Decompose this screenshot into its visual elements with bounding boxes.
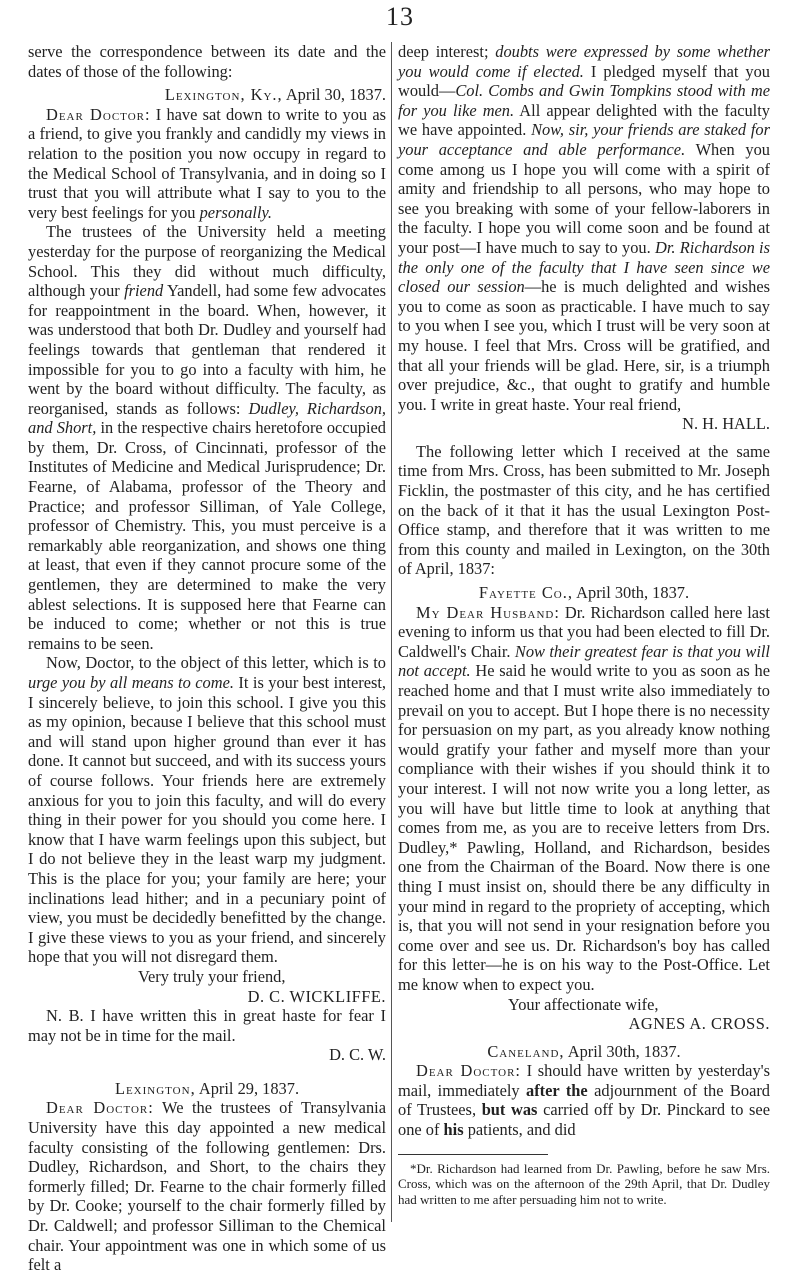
left-column bbox=[28, 42, 386, 1275]
letter3-paragraph bbox=[398, 603, 770, 995]
letter2-continuation bbox=[398, 42, 770, 414]
letter1-p3-emphasis: urge you by all means to come. bbox=[28, 673, 234, 692]
letter4-text-d: carried off by Dr. Pinckard to see one of bbox=[398, 1100, 770, 1140]
cont-emphasis-3: Now, sir, your friends are staked for your acceptance and able performance. bbox=[398, 120, 770, 159]
letter2-body: We the trustees of Transylvania University have this day appointed a new medical faculty consisting of the following gentlemen: Drs. Dudley, Richardson, and Short, to the chairs they formerly filled; Dr. Fearne to the chair formerly filled by Dr. Cooke; yourself to the chair formerly filled by Dr. Caldwell; and professor Silliman to the Chemical chair. Your appointment was one in which some of us felt a bbox=[28, 1098, 386, 1275]
page-number: 13 bbox=[386, 2, 414, 31]
letter3-salutation: My Dear Husband: bbox=[416, 602, 560, 622]
letter3-text-b: He said he would write to you as soon as he reached home and that I must write also immediately to prevail on you to accept. But I hope there is no necessity for persuasion on my part, as you already know nothing would gratify your father and myself more than your compliance with their wishes if you should think it to your interest. I will not now write you a long letter, as you will have but little time to look at anything that comes from me, as you are to receive letters from Drs. Dudley,* Pawling, Holland, and Richardson, besides one from the Chairman of the Board. Now there is one thing I must insist on, should there be any difficulty in your mind in regard to the propriety of accepting, which is, that you will not send in your resignation before you come over and see us. Dr. Richardson's boy has called for this letter—he is on his way to the Post-Office. Let me know when to expect you. bbox=[398, 661, 770, 994]
cont-emphasis-1: doubts were expressed by some whether you would come if elected. bbox=[398, 42, 770, 81]
letter3-date: April 30th, 1837. bbox=[576, 583, 690, 603]
letter1-paragraph-1 bbox=[28, 105, 386, 223]
letter1-dateline bbox=[28, 85, 386, 105]
letter2-salutation: Dear Doctor: bbox=[46, 1098, 154, 1118]
right-column bbox=[398, 42, 770, 1207]
letter2-signature: N. H. HALL. bbox=[682, 414, 770, 434]
letter1-p3-text-b: It is your best interest, I sincerely believe, to join this school. I give you this as my opinion, because I believe that this school must and will stand upon higher ground than ever it has done. It cannot but succeed, and with its success yours of course follows. Your friends here are extremely anxious for you to join this faculty, and will do every thing in their power for you should you come here. I know that I have warm feelings upon this subject, but I do not believe they in the least warp my judgment. This is the place for you; your family are here; your inclinations lead hither; and in a pecuniary point of view, you must be decidedly benefitted by the change. I give these views to you as your friend, and sincerely hope that you will not disregard them. bbox=[28, 673, 386, 967]
footnote: *Dr. Richardson had learned from Dr. Pawling, before he saw Mrs. Cross, which was on the afternoon of the 29th April, that Dr. Dudley had written to me after persuading him not to write. bbox=[398, 1160, 770, 1207]
letter3-emphasis: Now their greatest fear is that you will not accept. bbox=[398, 641, 770, 681]
letter1-postscript-signature: D. C. W. bbox=[329, 1045, 386, 1065]
letter4-bold-1: after the bbox=[526, 1080, 588, 1100]
letter1-closing: Very truly your friend, bbox=[138, 966, 286, 986]
letter3-signature: AGNES A. CROSS. bbox=[628, 1014, 770, 1034]
cont-text-a: deep interest; bbox=[398, 42, 489, 61]
letter4-text-a: I should have written by yesterday's mail, immediately bbox=[398, 1061, 770, 1100]
letter3-closing: Your affectionate wife, bbox=[508, 994, 659, 1014]
letter1-p2-text-a: The trustees of the University held a meeting yesterday for the purpose of reorganizing the Medical School. This they did without much difficulty, although your bbox=[28, 222, 386, 301]
letter4-place: Caneland, bbox=[487, 1041, 565, 1061]
letter1-p2-text-b: Yandell, had some few advocates for reappointment in the board. When, however, it was understood that both Dr. Dudley and yourself had feelings towards that gentleman that rendered it impossible for you to go into a faculty with him, he went by the board without difficulty. The faculty, as reorganised, stands as follows: bbox=[28, 281, 386, 418]
letter1-paragraph-2 bbox=[28, 222, 386, 653]
letter2-dateline bbox=[28, 1079, 386, 1099]
letter1-p2-emphasis-2: Dudley, Richardson, and Short, bbox=[28, 398, 386, 438]
cont-emphasis-4: Dr. Richardson is the only one of the faculty that I have seen since we closed our session bbox=[398, 237, 770, 297]
letter2-place: Lexington, bbox=[114, 1078, 196, 1098]
letter1-place: Lexington, Ky., bbox=[164, 85, 283, 105]
letter1-salutation: Dear Doctor: bbox=[46, 104, 151, 124]
letter3-dateline bbox=[398, 583, 770, 603]
letter4-text-c: adjournment of the Board of Trustees, bbox=[398, 1080, 770, 1120]
letter1-signature: D. C. WICKLIFFE. bbox=[247, 986, 386, 1006]
cont-text-e: —he is much delighted and wishes you to come as soon as practicable. I have much to say to you when I see you, which I trust will be very soon at my house. I feel that Mrs. Cross will be gratified, and that all your friends will be glad. Here, sir, is a triumph over prejudice, &c., that ought to gratify and humble you. I write in great haste. Your real friend, bbox=[398, 277, 770, 414]
letter1-postscript: N. B. I have written this in great haste for fear I may not be in time for the mail. bbox=[28, 1006, 386, 1045]
letter4-dateline bbox=[398, 1042, 770, 1062]
letter1-date: April 30, 1837. bbox=[285, 85, 386, 105]
narrative-paragraph: The following letter which I received at the same time from Mrs. Cross, has been submitted to Mr. Joseph Ficklin, the postmaster of this city, and he has certified on the back of it that it has the usual Lexington Post-Office stamp, and therefore that it was written to me from this county and mailed in Lexington, on the 30th of April, 1837: bbox=[398, 441, 770, 579]
letter1-p2-text-c: in the respective chairs heretofore occupied by them, Dr. Cross, of Cincinnati, professor of the Institutes of Medicine and Medical Jurisprudence; Dr. Fearne, of Alabama, professor of the Theory and Practice; and professor Silliman, of Yale College, professor of Chemistry. This, you must perceive is a remarkably able reorganization, and shows one thing at least, that even if they cannot procure some of the gentlemen, they are determined to make the very ablest selections. It is supposed here that Fearne can be induced to come; whether or not this is true remains to be seen. bbox=[28, 418, 386, 653]
letter2-date: April 29, 1837. bbox=[198, 1078, 300, 1098]
cont-emphasis-2: Col. Combs and Gwin Tompkins stood with me for you like men. bbox=[398, 81, 770, 120]
letter3-place: Fayette Co., bbox=[478, 583, 573, 603]
letter4-bold-2: but was bbox=[481, 1100, 538, 1120]
letter4-paragraph bbox=[398, 1061, 770, 1139]
intro-paragraph: serve the correspondence between its date and the dates of those of the following: bbox=[28, 42, 386, 81]
letter4-bold-3: his bbox=[443, 1120, 464, 1140]
letter4-date: April 30th, 1837. bbox=[567, 1041, 681, 1061]
footnote-rule bbox=[398, 1154, 548, 1155]
letter1-paragraph-3 bbox=[28, 653, 386, 967]
letter1-p1-text: I have sat down to write to you as a friend, to give you frankly and candidly my views in relation to the position you now occupy in regard to the Medical School of Transylvania, and in doing so I trust that you will attribute what I say to you to the very best feelings for you bbox=[28, 104, 386, 222]
letter2-paragraph bbox=[28, 1098, 386, 1274]
letter4-text-e: patients, and did bbox=[467, 1120, 576, 1140]
cont-text-d: When you come among us I hope you will come with a spirit of amity and friendship to all persons, who may hope to see you breaking with some of your fellow-laborers in the faculty. I hope you will come soon and be found at your post—I have much to say to you. bbox=[398, 139, 770, 257]
letter3-text-a: Dr. Richardson called here last evening to inform us that you had been elected to fill Dr. Caldwell's Chair. bbox=[398, 602, 770, 661]
letter1-p3-text-a: Now, Doctor, to the object of this letter, which is to bbox=[46, 653, 386, 673]
letter1-p2-emphasis: friend bbox=[124, 281, 164, 301]
column-divider bbox=[391, 42, 392, 1222]
cont-text-c: All appear delighted with the faculty we have appointed. bbox=[398, 100, 770, 140]
letter4-salutation: Dear Doctor: bbox=[416, 1061, 521, 1081]
letter1-p1-emphasis: personally. bbox=[199, 202, 272, 222]
cont-text-b: I pledged myself that you would— bbox=[398, 61, 770, 101]
